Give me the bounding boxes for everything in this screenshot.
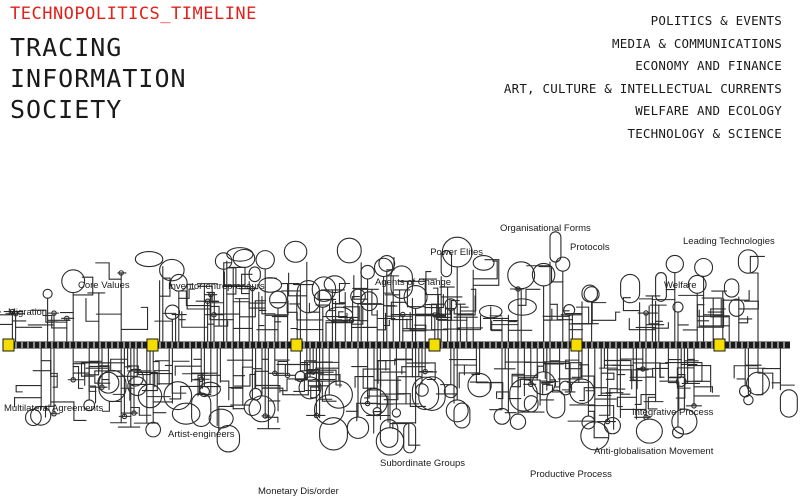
cluster-label-power-elites: Power Elites <box>430 247 483 258</box>
cluster-label-subordinate-groups: Subordinate Groups <box>380 458 466 469</box>
cluster-label-welfare: Welfare <box>664 280 697 291</box>
legend-item-technology-science: TECHNOLOGY & SCIENCE <box>627 125 782 141</box>
legend-item-economy: ECONOMY AND FINANCE <box>635 58 782 73</box>
cluster-label-leading-technologies: Leading Technologies <box>683 236 775 247</box>
cluster-label-core-values: Core Values <box>78 280 130 291</box>
cluster-label-anti-globalisation-movement: Anti-globalisation Movement <box>594 446 714 457</box>
legend-item-politics: POLITICS & EVENTS <box>650 13 782 28</box>
title-line-2: INFORMATION <box>10 64 187 93</box>
timeline-axis <box>4 342 790 349</box>
cluster-label-integrative-process: Integrative Process <box>632 407 714 418</box>
era-marker-3[interactable] <box>291 339 302 351</box>
legend-item-media: MEDIA & COMMUNICATIONS <box>612 35 782 51</box>
cluster-label-productive-process: Productive Process <box>530 469 612 480</box>
era-marker-6[interactable] <box>714 339 725 351</box>
timeline-diagram <box>0 185 800 502</box>
era-marker-5[interactable] <box>571 339 582 351</box>
era-marker-1[interactable] <box>3 339 14 351</box>
cluster-label-organisational-forms: Organisational Forms <box>500 223 591 234</box>
category-legend <box>504 10 782 145</box>
era-marker-2[interactable] <box>147 339 158 351</box>
cluster-label-inventor-entrepreneurs: Inventor-entrepreneurs <box>168 281 265 292</box>
cluster-label-protocols: Protocols <box>570 242 610 253</box>
cluster-label-agents-of-change: Agents of Change <box>375 277 452 288</box>
project-tag: TECHNOPOLITICS_TIMELINE <box>10 4 257 24</box>
cluster-label-multilateral-agreements: Multilateral Agreements <box>4 403 104 414</box>
cluster-label-artist-engineers: Artist-engineers <box>168 429 235 440</box>
title-line-1: TRACING <box>10 33 123 62</box>
legend-item-art-culture: ART, CULTURE & INTELLECTUAL CURRENTS <box>503 80 782 96</box>
cluster-label-monetary-dis-order: Monetary Dis/order <box>258 486 339 497</box>
title-line-3: SOCIETY <box>10 95 123 124</box>
cluster-label-migration: Migration <box>8 307 48 318</box>
era-marker-4[interactable] <box>429 339 440 351</box>
page-title <box>10 32 187 125</box>
legend-item-welfare-ecology: WELFARE AND ECOLOGY <box>635 103 782 118</box>
